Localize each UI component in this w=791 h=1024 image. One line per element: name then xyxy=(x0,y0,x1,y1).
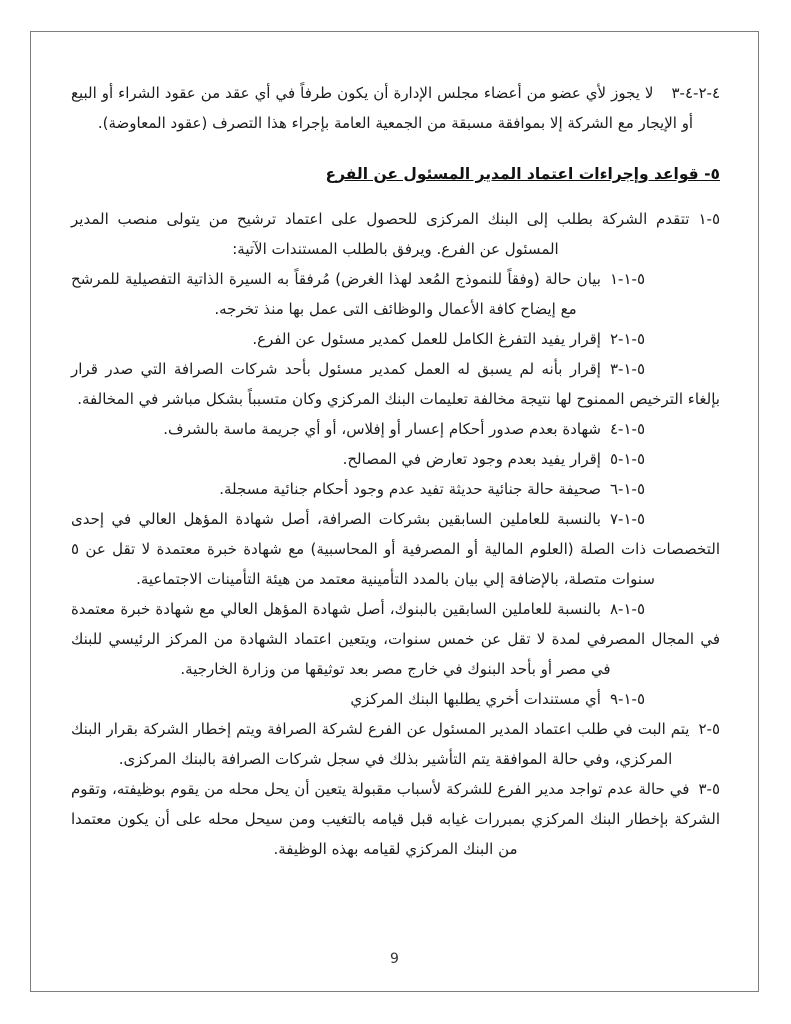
item-number: ٥-١-٦ xyxy=(609,480,645,498)
item-text: تتقدم الشركة بطلب إلى البنك المركزى للحصول على اعتماد ترشيح من يتولى منصب المدير المسئول عن الفرع. ويرفق بالطلب المستندات الآتية: xyxy=(71,210,690,258)
list-item-5-3 xyxy=(71,774,720,864)
list-item-5-1-6 xyxy=(71,474,720,504)
item-number: ٥-١-٣ xyxy=(609,360,645,378)
item-text: يتم البت في طلب اعتماد المدير المسئول عن الفرع لشركة الصرافة ويتم إخطار الشركة بقرار البنك المركزي، وفي حالة الموافقة يتم التأشير بذلك في سجل شركات الصرافة بالبنك المركزى. xyxy=(71,720,690,768)
clause-text: لا يجوز لأي عضو من أعضاء مجلس الإدارة أن يكون طرفاً في أي عقد من عقود الشراء أو البيع أو الإيجار مع الشركة إلا بموافقة مسبقة من الجمعية العامة بإجراء هذا التصرف (عقود المعاوضة). xyxy=(71,84,694,132)
clause-4-2-4-3 xyxy=(71,78,720,138)
item-text: شهادة بعدم صدور أحكام إعسار أو إفلاس، أو أي جريمة ماسة بالشرف. xyxy=(163,420,601,438)
clause-number: ٤-٢-٤-٣ xyxy=(671,84,720,102)
page-content xyxy=(31,32,758,864)
page-number: 9 xyxy=(390,951,399,967)
list-item-5-2 xyxy=(71,714,720,774)
item-number: ٥-١-٩ xyxy=(609,690,645,708)
item-text: إقرار يفيد بعدم وجود تعارض في المصالح. xyxy=(342,450,601,468)
list-item-5-1-9 xyxy=(71,684,720,714)
item-number: ٥-١ xyxy=(698,210,720,228)
item-text: أي مستندات أخري يطلبها البنك المركزي xyxy=(350,690,601,708)
item-text: بالنسبة للعاملين السابقين بالبنوك، أصل شهادة المؤهل العالي مع شهادة خبرة معتمدة في المجال المصرفي لمدة لا تقل عن خمس سنوات، ويتعين اعتماد الشهادة من المركز الرئيسي للبنك في مصر أو بأحد البنوك في خارج مصر بعد توثيقها من وزارة الخارجية. xyxy=(71,600,720,678)
item-number: ٥-١-٧ xyxy=(609,510,645,528)
item-number: ٥-١-١ xyxy=(609,270,645,288)
list-item-5-1-1 xyxy=(71,264,720,324)
item-text: إقرار بأنه لم يسبق له العمل كمدير مسئول بأحد شركات الصرافة التي صدر قرار بإلغاء الترخيص الممنوح لها نتيجة مخالفة تعليمات البنك المركزي وكان متسبباً بشكل مباشر في المخالفة. xyxy=(71,360,720,408)
item-number: ٥-٢ xyxy=(698,720,720,738)
list-item-5-1-5 xyxy=(71,444,720,474)
list-item-5-1-7 xyxy=(71,504,720,594)
list-item-5-1-8 xyxy=(71,594,720,684)
section-heading: ٥- قواعد وإجراءات اعتماد المدير المسئول عن الفرع xyxy=(325,165,720,183)
item-number: ٥-٣ xyxy=(698,780,720,798)
item-number: ٥-١-٤ xyxy=(609,420,645,438)
page-frame xyxy=(30,31,759,992)
item-number: ٥-١-٢ xyxy=(609,330,645,348)
item-text: بيان حالة (وفقاً للنموذج المُعد لهذا الغرض) مُرفقاً به السيرة الذاتية التفصيلية للمرشح مع إيضاح كافة الأعمال والوظائف التى عمل بها منذ تخرجه. xyxy=(71,270,601,318)
list-item-5-1-4 xyxy=(71,414,720,444)
item-text: في حالة عدم تواجد مدير الفرع للشركة لأسباب مقبولة يتعين أن يحل محله من يقوم بوظيفته، وتقوم الشركة بإخطار البنك المركزي بمبررات غيابه قبل قيامه بالتغيب ومن سيحل محله على أن يكون معتمدا من البنك المركزي لقيامه بهذه الوظيفة. xyxy=(71,780,720,858)
item-text: إقرار يفيد التفرغ الكامل للعمل كمدير مسئول عن الفرع. xyxy=(252,330,601,348)
list-item-5-1-2 xyxy=(71,324,720,354)
item-number: ٥-١-٥ xyxy=(609,450,645,468)
list-item-5-1-3 xyxy=(71,354,720,414)
item-number: ٥-١-٨ xyxy=(609,600,645,618)
item-text: صحيفة حالة جنائية حديثة تفيد عدم وجود أحكام جنائية مسجلة. xyxy=(219,480,601,498)
list-item-5-1 xyxy=(71,204,720,264)
item-text: بالنسبة للعاملين السابقين بشركات الصرافة، أصل شهادة المؤهل العالي في إحدى التخصصات ذات الصلة (العلوم المالية أو المصرفية أو المحاسبية) مع شهادة خبرة معتمدة لا تقل عن ٥ سنوات متصلة، بالإضافة إلي بيان بالمدد التأمينية معتمد من هيئة التأمينات الاجتماعية. xyxy=(71,510,720,588)
